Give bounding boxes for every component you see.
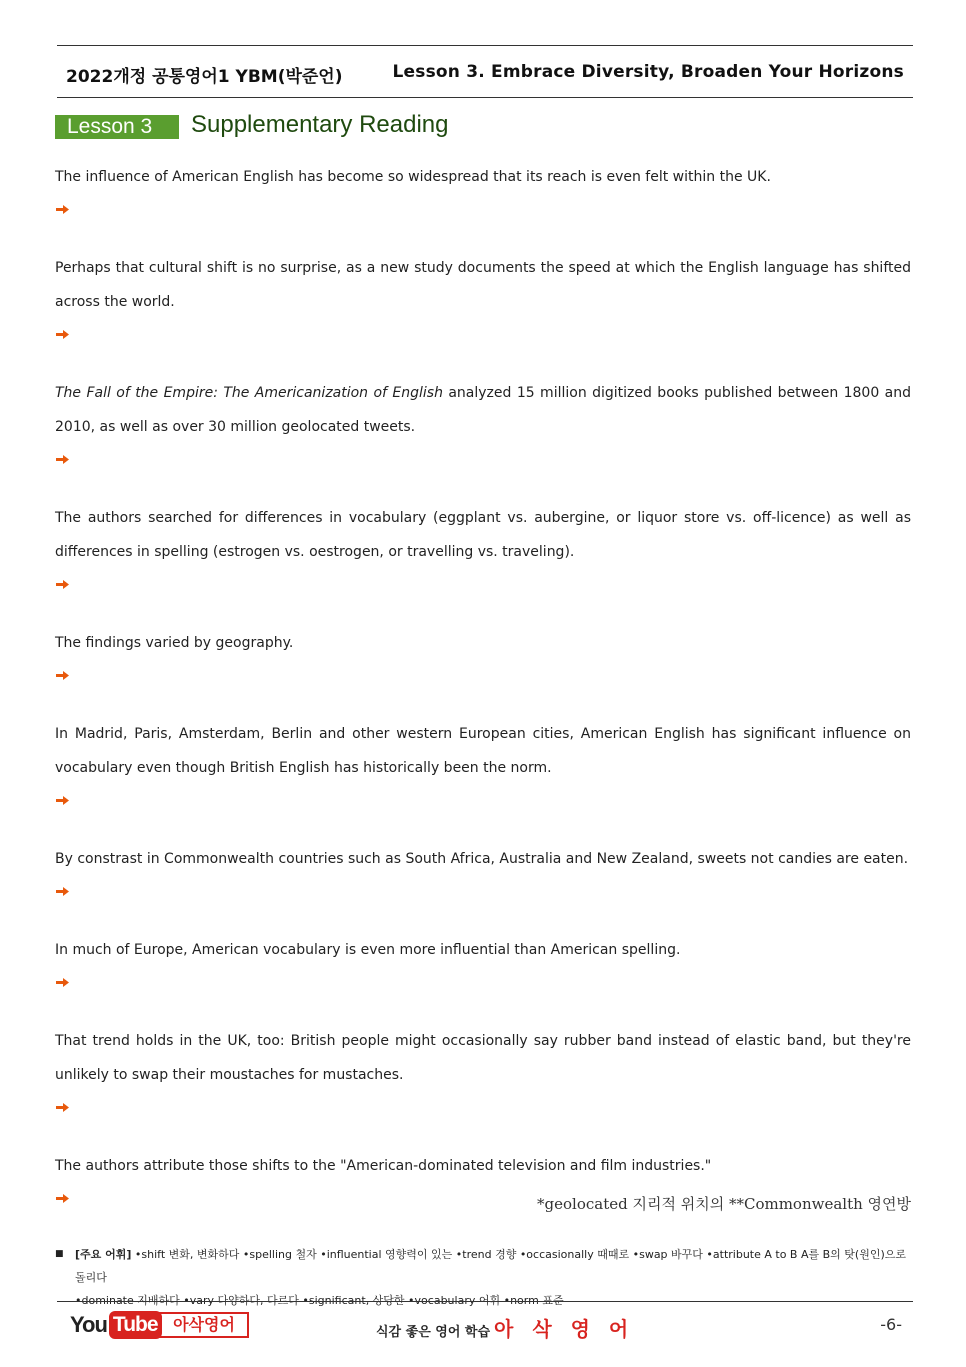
right-arrow-icon: [56, 580, 69, 589]
header-course: 2022개정 공통영어1 YBM(박준언): [66, 67, 343, 87]
spacer: [55, 819, 911, 842]
paragraph-text: The authors attribute those shifts to the "American-dominated television and film industries.": [55, 1158, 712, 1174]
right-arrow-icon: [56, 796, 69, 805]
right-arrow-icon: [56, 330, 69, 339]
paragraph-text: analyzed 15 million digitized books published between 1800 and 2010, as well as over 30 million geolocated tweets.: [55, 385, 911, 435]
right-arrow-icon: [56, 978, 69, 987]
paragraph-text: In much of Europe, American vocabulary is even more influential than American spelling.: [55, 942, 681, 958]
answer-line: [55, 876, 911, 910]
spacer: [55, 1001, 911, 1024]
paragraph: [55, 1024, 911, 1092]
slogan-text: 식감 좋은 영어 학습: [376, 1325, 491, 1340]
spacer: [55, 228, 911, 251]
header-top-rule: [57, 45, 913, 46]
right-arrow-icon: [56, 887, 69, 896]
vocab-line-1: •shift 변화, 변화하다 •spelling 철자 •influential 영향력이 있는 •trend 경향 •occasionally 때때로 •swap 바꾸다 •attribute A to B A를 B의 탓(원인)으로 돌리다: [75, 1248, 907, 1284]
answer-line: [55, 1092, 911, 1126]
paragraph: [55, 1149, 911, 1183]
paragraph: [55, 717, 911, 785]
spacer: [55, 478, 911, 501]
paragraph: [55, 626, 911, 660]
right-arrow-icon: [56, 1103, 69, 1112]
header-lesson: Lesson 3. Embrace Diversity, Broaden Your Horizons: [392, 62, 904, 82]
paragraph: [55, 160, 911, 194]
right-arrow-icon: [56, 671, 69, 680]
spacer: [55, 603, 911, 626]
youtube-logo-you: You: [70, 1312, 107, 1337]
answer-line: [55, 785, 911, 819]
spacer: [55, 694, 911, 717]
right-arrow-icon: [56, 205, 69, 214]
page-number: -6-: [880, 1315, 902, 1334]
right-arrow-icon: [56, 1194, 69, 1203]
answer-line: [55, 660, 911, 694]
paragraph-text: The influence of American English has become so widespread that its reach is even felt within the UK.: [55, 169, 771, 185]
spacer: [55, 1126, 911, 1149]
paragraph-text: By constrast in Commonwealth countries such as South Africa, Australia and New Zealand, sweets not candies are eaten.: [55, 851, 909, 867]
spacer: [55, 910, 911, 933]
spacer: [55, 353, 911, 376]
brand-logo: 아삭영어: [159, 1312, 249, 1338]
footer-rule: [57, 1301, 913, 1302]
vocab-line-2: •dominate 지배하다 •vary 다양하다, 다르다 •significant, 상당한 •vocabulary 어휘 •norm 표준: [75, 1294, 564, 1307]
paragraph: [55, 501, 911, 569]
book-title: The Fall of the Empire: The Americanization of English: [55, 385, 443, 401]
paragraph: [55, 842, 911, 876]
footer-slogan: [376, 1313, 634, 1342]
glossary-note: *geolocated 지리적 위치의 **Commonwealth 영연방: [537, 1195, 911, 1213]
answer-line: [55, 444, 911, 478]
slogan-brand: 아 삭 영 어: [494, 1317, 635, 1341]
paragraph: [55, 376, 911, 444]
reading-body: [55, 160, 911, 1217]
paragraph: [55, 933, 911, 967]
paragraph-text: That trend holds in the UK, too: British people might occasionally say rubber band instead of elastic band, but they're unlikely to swap their moustaches for mustaches.: [55, 1033, 911, 1083]
paragraph-text: The findings varied by geography.: [55, 635, 294, 651]
answer-line: [55, 569, 911, 603]
paragraph-text: In Madrid, Paris, Amsterdam, Berlin and other western European cities, American English has significant influence on vocabulary even though British English has historically been the norm.: [55, 726, 911, 776]
vocab-label: [주요 어휘]: [75, 1248, 132, 1261]
answer-line: [55, 194, 911, 228]
page-title: Supplementary Reading: [191, 111, 449, 138]
answer-line: [55, 967, 911, 1001]
youtube-logo-tube: Tube: [109, 1311, 162, 1339]
header-bottom-rule: [57, 97, 913, 98]
paragraph: [55, 251, 911, 319]
answer-line: [55, 319, 911, 353]
right-arrow-icon: [56, 455, 69, 464]
paragraph-text: The authors searched for differences in vocabulary (eggplant vs. aubergine, or liquor store vs. off-licence) as well as differences in spelling (estrogen vs. oestrogen, or travelling vs. traveling).: [55, 510, 911, 560]
bullet-icon: ■: [55, 1249, 64, 1259]
paragraph-text: Perhaps that cultural shift is no surprise, as a new study documents the speed at which the English language has shifted across the world.: [55, 260, 911, 310]
lesson-tag: Lesson 3: [55, 115, 179, 139]
youtube-logo[interactable]: [70, 1310, 162, 1340]
